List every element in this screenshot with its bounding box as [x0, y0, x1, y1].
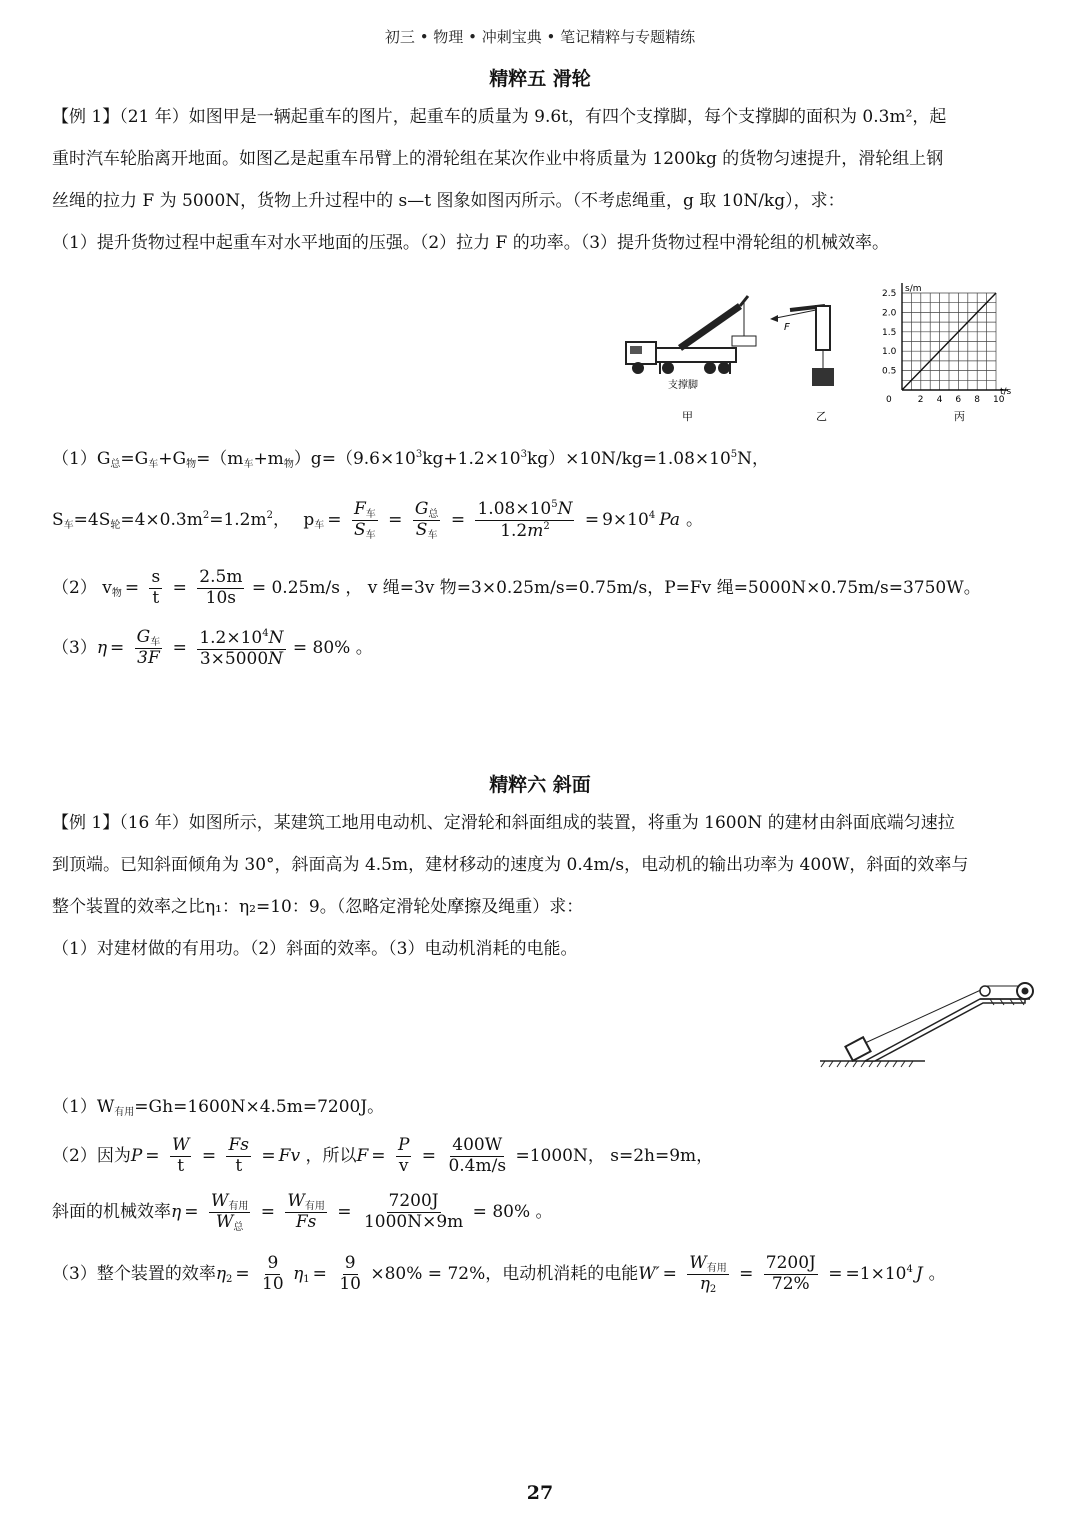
- page-number: 27: [526, 1482, 554, 1504]
- x-tick-label: 6: [955, 395, 962, 405]
- s5-sol1-line: $(1)G_总=G_车+G_物=(m_车+m_物)g=(9.6\times 10^3kg+1.2\times 10^3kg)\times 10N/kg=1.08\times 10^5N$，: [52, 449, 770, 470]
- s6-problem-line-2: 到顶端。已知斜面倾角为 30°，斜面高为 4.5m，建材移动的速度为 0.4m/s，电动机的输出功率为 400W，斜面的效率与: [52, 855, 969, 875]
- s5-problem-line-3: 丝绳的拉力 F 为 5000N，货物上升过程中的 s—t 图象如图丙所示。（不考虑绳重，g 取 10N/kg），求：: [52, 191, 845, 211]
- s6-problem-line-4: （1）对建材做的有用功。（2）斜面的效率。（3）电动机消耗的电能。: [52, 939, 578, 959]
- x-tick-label: 4: [936, 395, 943, 405]
- crane-truck-figure: [626, 296, 756, 391]
- y-tick-label: 2.0: [882, 308, 897, 319]
- s5-problem-line-1: 【例 1】（21 年）如图甲是一辆起重车的图片，起重车的质量为 9.6t，有四个支撑脚，每个支撑脚的面积为 0.3m²，起: [52, 107, 947, 127]
- y-tick-label: 2.5: [882, 289, 897, 299]
- s5-problem-line-2: 重时汽车轮胎离开地面。如图乙是起重车吊臂上的滑轮组在某次作业中将质量为 1200kg 的货物匀速提升，滑轮组上钢: [52, 149, 944, 169]
- incline-figure: [815, 975, 1040, 1070]
- force-label: F: [784, 322, 790, 333]
- leg-label: 支撑脚: [668, 380, 698, 391]
- x-axis-label: t/s: [1000, 387, 1012, 397]
- s6-problem-line-1: 【例 1】（16 年）如图所示，某建筑工地用电动机、定滑轮和斜面组成的装置，将重为 1600N 的建材由斜面底端匀速拉: [52, 813, 955, 833]
- s6-sol3-line: （3）整个装置的效率$\eta_2$ = $\frac{9}{10}$ $\eta_1$ = $\frac{9}{10}$ ×80% = 72%，电动机消耗的电能W′ = $W_{有用}$ $\eta_2$ = $\frac{7200J}{72\%}$ = $=1\times 10^4$ J 。: [52, 1252, 946, 1295]
- figure-label-jia: 甲: [682, 410, 693, 423]
- s5-problem-line-4: （1）提升货物过程中起重车对水平地面的压强。（2）拉力 F 的功率。（3）提升货物过程中滑轮组的机械效率。: [52, 233, 890, 253]
- page-header: 初三 • 物理 • 冲刺宝典 • 笔记精粹与专题精练: [384, 28, 696, 46]
- figure-label-yi: 乙: [816, 410, 827, 423]
- s5-sol1b-line: $S_车=4S_轮=4\times 0.3m^2=1.2m^2$， $p_车$ = $F_车$ $S_车$ = $G_总$ $S_车$ = $\frac{1.08\times 10^5N}{1.2m^2}$ = $9\times 10^4$ Pa 。: [52, 498, 703, 541]
- y-tick-label: 0.5: [882, 366, 897, 377]
- y-axis-label: s/m: [905, 284, 922, 294]
- section6-title: 精粹六 斜面: [489, 774, 591, 796]
- s5-sol2-line: （2） $v_物$ = $\frac{s}{t}$ = $\frac{2.5m}{10s}$ = 0.25m/s ， v 绳=3v 物=3×0.25m/s=0.75m/s，P=Fv 绳=5000N×0.75m/s=3750W。: [52, 567, 981, 608]
- s5-sol3-line: （3）η = $G_车$ 3F = $\frac{1.2\times 10^4N}{3\times 5000N}$ = 80% 。: [52, 626, 373, 669]
- s6-sol2-line: （2）因为P = $\frac{W}{t}$ = $\frac{Fs}{t}$ = Fv ，所以F = $\frac{P}{v}$ = $\frac{400W}{0.4m/s}$ =1000N， s=2h=9m，: [52, 1135, 714, 1176]
- crane-figures: [620, 270, 1040, 430]
- s6-problem-line-3: 整个装置的效率之比η₁：η₂=10：9。（忽略定滑轮处摩擦及绳重）求：: [52, 897, 584, 917]
- y-tick-label: 1.5: [882, 327, 897, 338]
- y-tick-label: 1.0: [882, 347, 897, 358]
- x-tick-label: 10: [993, 395, 1005, 405]
- x-tick-label: 0: [886, 395, 892, 405]
- x-tick-label: 8: [974, 395, 980, 405]
- st-graph: [882, 283, 1012, 405]
- s6-sol2b-line: 斜面的机械效率η = $W_{有用}$ $W_总$ = $W_{有用}$ Fs = $\frac{7200J}{1000N\times 9m}$ = 80% 。: [52, 1190, 553, 1233]
- figure-label-bing: 丙: [954, 410, 965, 423]
- section5-title: 精粹五 滑轮: [489, 68, 591, 90]
- s6-sol1-line: $(1)W_{有用}=Gh=1600N\times 4.5m=7200J$。: [52, 1097, 385, 1118]
- x-tick-label: 2: [917, 395, 924, 405]
- pulley-figure: [770, 306, 834, 386]
